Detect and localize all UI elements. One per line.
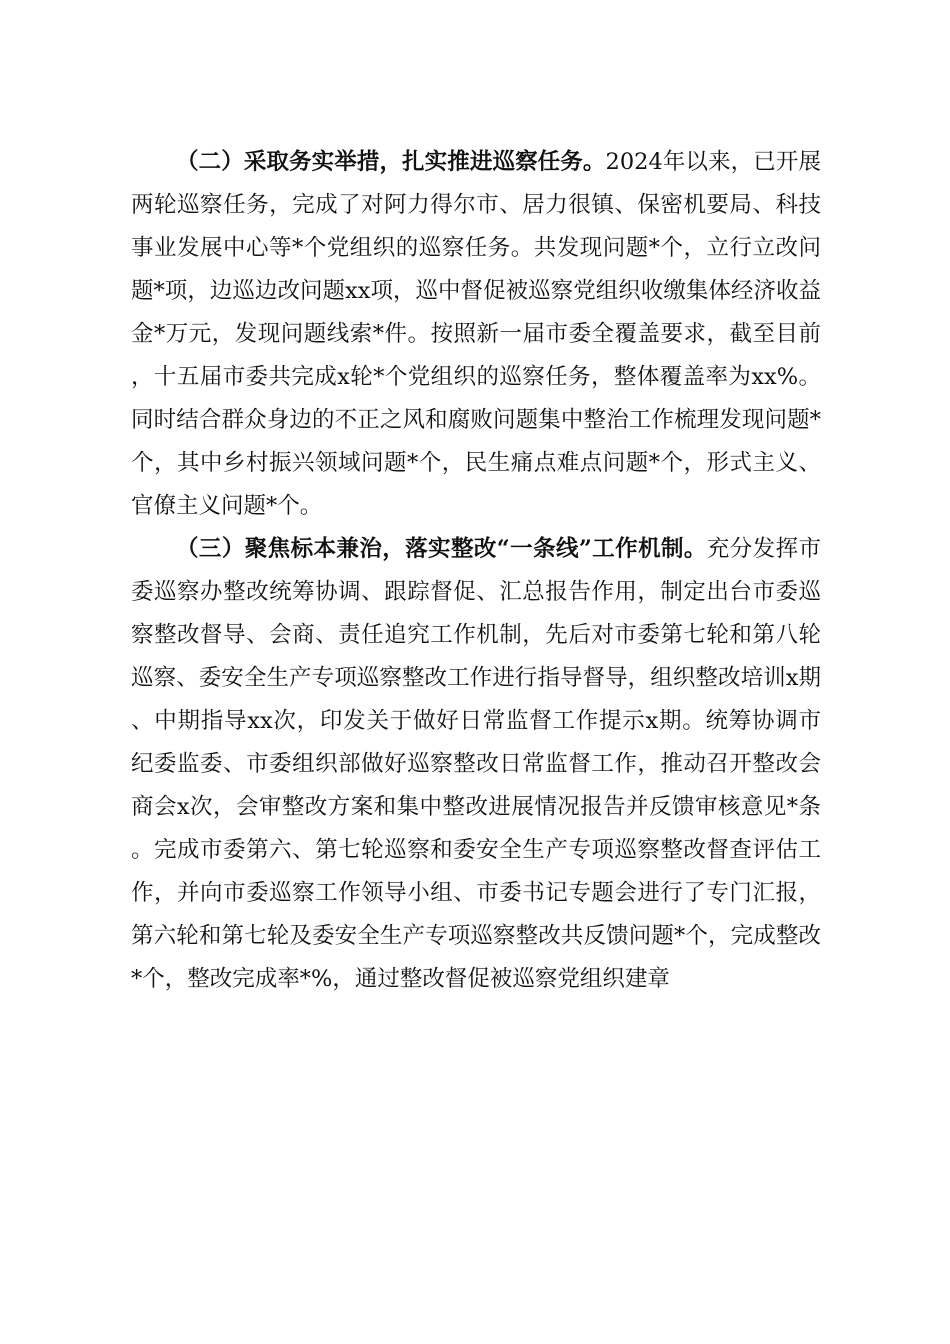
- section-2-heading: （二）采取务实举措，扎实推进巡察任务。: [176, 149, 606, 175]
- section-3-body: 充分发挥市委巡察办整改统筹协调、跟踪督促、汇总报告作用，制定出台市委巡察整改督导、会商、责任追究工作机制，先后对市委第七轮和第八轮巡察、委安全生产专项巡察整改工作进行指导督导，组织整改培训x期、中期指导xx次，印发关于做好日常监督工作提示x期。统筹协调市纪委监委、市委组织部做好巡察整改日常监督工作，推动召开整改会商会x次，会审整改方案和集中整改进展情况报告并反馈审核意见*条。完成市委第六、第七轮巡察和委安全生产专项巡察整改督查评估工作，并向市委巡察工作领导小组、市委书记专题会进行了专门汇报，第六轮和第七轮及委安全生产专项巡察整改共反馈问题*个，完成整改*个，整改完成率*%，通过整改督促被巡察党组织建章: [131, 536, 821, 992]
- paragraph-section-3: [131, 528, 821, 1001]
- paragraph-section-2: [131, 141, 821, 528]
- section-2-body: 2024年以来，已开展两轮巡察任务，完成了对阿力得尔市、居力很镇、保密机要局、科技事业发展中心等*个党组织的巡察任务。共发现问题*个，立行立改问题*项，边巡边改问题xx项，巡中督促被巡察党组织收缴集体经济收益金*万元，发现问题线索*件。按照新一届市委全覆盖要求，截至目前，十五届市委共完成x轮*个党组织的巡察任务，整体覆盖率为xx%。同时结合群众身边的不正之风和腐败问题集中整治工作梳理发现问题*个，其中乡村振兴领域问题*个，民生痛点难点问题*个，形式主义、官僚主义问题*个。: [131, 149, 821, 519]
- section-3-heading: （三）聚焦标本兼治，落实整改“一条线”工作机制。: [176, 536, 707, 562]
- document-body: [131, 141, 821, 1001]
